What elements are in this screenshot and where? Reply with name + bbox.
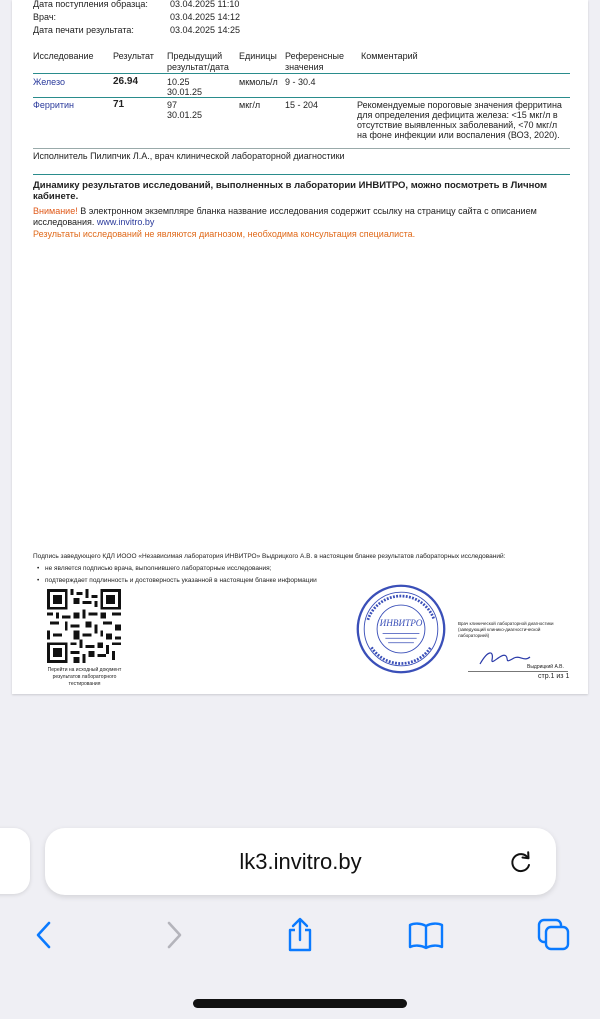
result-value: 26.94 [113,76,139,87]
previous-value: 97 [167,100,178,110]
table-bottom-divider [33,148,570,149]
qr-caption: Перейти на исходный документ результатов лабораторного тестирования [47,667,122,687]
attention-notice [33,206,578,228]
share-button[interactable] [280,913,320,957]
column-header-units: Единицы [239,51,277,61]
meta-value: 03.04.2025 11:10 [170,0,240,9]
page-number: стр.1 из 1 [538,673,570,680]
section-divider [33,174,570,175]
qr-code[interactable] [47,589,121,663]
dynamics-notice: Динамику результатов исследований, выполненных в лаборатории ИНВИТРО, можно посмотреть в Личном кабинете. [33,180,548,202]
units: мкмоль/л [239,77,278,87]
forward-icon [163,920,185,950]
report-meta [33,0,240,37]
column-header-comment: Комментарий [361,51,418,61]
meta-value: 03.04.2025 14:12 [170,12,241,22]
meta-row-printed [33,24,240,37]
reload-icon[interactable] [508,849,534,875]
reference-range: 15 - 204 [285,100,319,110]
share-icon [284,917,316,953]
invitro-link[interactable]: www.invitro.by [96,217,155,227]
meta-label: Врач: [33,12,57,22]
comment-text: Рекомендуемые пороговые значения ферритина для определения дефицита железа: <15 мкг/л в отсутствие выявленных заболеваний, <70 мкг/л на фоне инфекции или воспаления (ВОЗ, 2020). [357,100,562,140]
stamp-label: ИНВИТРО [379,618,423,629]
signature-intro: Подпись заведующего КДЛ ИООО «Независимая лаборатория ИНВИТРО» Выдрицкого А.В. в настоящем бланке результатов лабораторных исследований: [33,553,506,560]
bookmarks-button[interactable] [406,913,446,957]
table-divider [33,73,570,74]
url-text[interactable]: lk3.invitro.by [239,849,362,874]
column-header-test: Исследование [33,51,94,61]
signature-bullet: • не является подписью врача, выполнившего лабораторные исследования; [33,563,593,575]
meta-label: Дата поступления образца: [33,0,148,9]
performer-text: Исполнитель Пилипчик Л.А., врач клинической лабораторной диагностики [33,151,345,161]
units: мкг/л [239,100,261,110]
head-title: Врач клинической лабораторной диагностики (заведующий клинико-диагностической лабораторией) [458,621,554,638]
column-header-reference: Референсные значения [285,51,344,72]
previous-date: 30.01.25 [167,110,203,120]
lab-report-page [12,0,588,694]
column-header-previous: Предыдущий результат/дата [167,51,229,72]
result-value: 71 [113,99,125,110]
address-bar[interactable] [45,828,556,895]
disclaimer-text: Результаты исследований не являются диагнозом, необходима консультация специалиста. [33,229,416,239]
table-divider [33,97,570,98]
column-header-result: Результат [113,51,154,61]
meta-row-received [33,0,240,11]
forward-button[interactable] [154,913,194,957]
test-name-link[interactable]: Железо [33,77,65,87]
back-icon [33,920,55,950]
signature-bullet: • подтверждает подлинность и достоверность указанной в настоящем бланке информации [33,575,593,587]
home-indicator[interactable] [193,999,407,1008]
tabs-icon [536,917,572,953]
signature-line [468,671,568,672]
attention-label: Внимание! [33,206,78,216]
signature-statement [33,551,593,587]
lab-seal-stamp [355,583,447,675]
back-button[interactable] [24,913,64,957]
handwritten-signature [474,646,534,670]
meta-label: Дата печати результата: [33,25,134,35]
reference-range: 9 - 30.4 [285,77,316,87]
bookmarks-icon [407,919,445,951]
previous-tab-card[interactable] [0,828,30,894]
previous-value: 10.25 [167,77,190,87]
meta-value: 03.04.2025 14:25 [170,25,241,35]
meta-row-doctor [33,11,240,24]
previous-date: 30.01.25 [167,87,203,97]
signer-name: Выдрицкий А.В. [527,664,564,670]
tabs-button[interactable] [534,913,574,957]
test-name-link[interactable]: Ферритин [33,100,75,110]
attention-text: В электронном экземпляре бланка название исследования содержит ссылку на страницу сайта с описанием исследования. [33,206,537,227]
